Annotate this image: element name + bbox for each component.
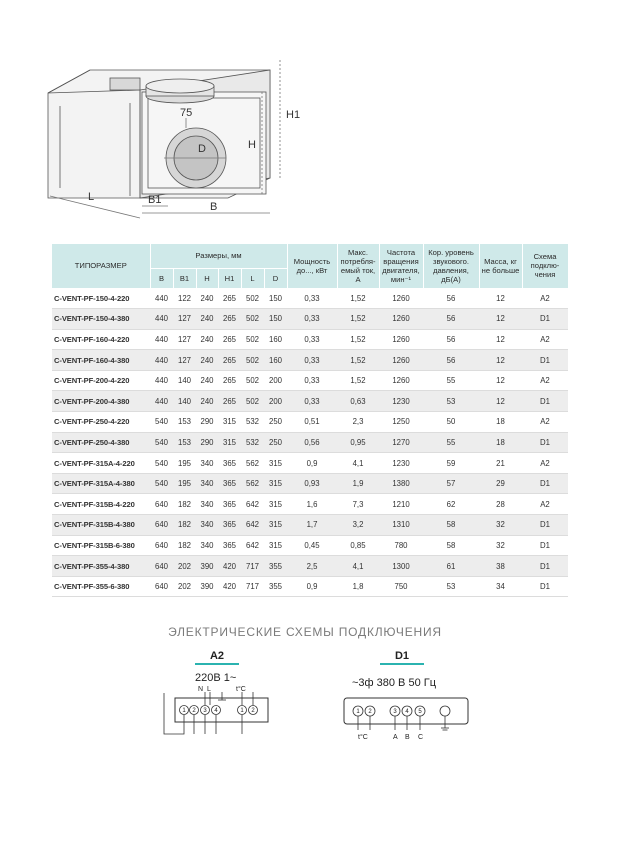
table-cell: D1 [522,576,568,597]
table-cell: 58 [423,515,479,536]
table-cell: 140 [173,370,196,391]
table-cell: 240 [196,370,218,391]
table-cell: 12 [479,329,522,350]
dim-B1: B1 [148,194,162,206]
table-cell: 160 [264,350,287,371]
model-cell: C-VENT-PF-315A-4-220 [52,453,150,474]
table-cell: 265 [218,370,241,391]
table-cell: 640 [150,576,173,597]
table-cell: 0,33 [287,329,337,350]
table-cell: 250 [264,432,287,453]
table-cell: 340 [196,453,218,474]
table-cell: 57 [423,473,479,494]
table-cell: 640 [150,556,173,577]
table-cell: 2,3 [337,412,379,433]
table-cell: 1,52 [337,329,379,350]
table-cell: 32 [479,535,522,556]
scheme-a2-diagram [160,668,275,740]
table-cell: 240 [196,391,218,412]
table-cell: 0,95 [337,432,379,453]
table-cell: 29 [479,473,522,494]
table-cell: 202 [173,556,196,577]
table-cell: 420 [218,576,241,597]
table-cell: 440 [150,370,173,391]
a2-terminal-3: 3 [203,708,207,714]
table-cell: 202 [173,576,196,597]
table-cell: 0,93 [287,473,337,494]
table-cell: D1 [522,309,568,330]
table-cell: 532 [241,432,264,453]
model-cell: C-VENT-PF-315B-4-220 [52,494,150,515]
table-cell: 365 [218,515,241,536]
table-row [52,432,568,453]
table-cell: D1 [522,535,568,556]
table-row [52,288,568,309]
model-cell: C-VENT-PF-315A-4-380 [52,473,150,494]
table-cell: 56 [423,288,479,309]
table-cell: 182 [173,535,196,556]
table-cell: D1 [522,515,568,536]
table-cell: 55 [423,432,479,453]
d1-terminal-3: 3 [393,709,397,715]
a2-tag-temp: t°C [236,686,246,693]
table-cell: 315 [264,535,287,556]
table-cell: D1 [522,556,568,577]
table-cell: 750 [379,576,423,597]
table-cell: 32 [479,515,522,536]
table-row [52,473,568,494]
table-cell: 502 [241,350,264,371]
table-cell: 53 [423,576,479,597]
table-cell: 195 [173,453,196,474]
table-cell: 127 [173,309,196,330]
table-cell: 182 [173,515,196,536]
model-cell: C-VENT-PF-315B-6-380 [52,535,150,556]
table-cell: A2 [522,370,568,391]
table-cell: 440 [150,391,173,412]
table-cell: 12 [479,309,522,330]
table-cell: 140 [173,391,196,412]
table-cell: 195 [173,473,196,494]
table-cell: 50 [423,412,479,433]
table-cell: 127 [173,350,196,371]
d1-terminal-4: 4 [405,709,409,715]
table-cell: 265 [218,391,241,412]
table-cell: 250 [264,412,287,433]
d1-tag-a: A [393,734,398,741]
table-cell: A2 [522,494,568,515]
header-size-h: H [196,268,218,288]
table-cell: 0,33 [287,350,337,371]
table-cell: 122 [173,288,196,309]
table-cell: 1,52 [337,309,379,330]
table-row [52,556,568,577]
dim-75: 75 [180,107,193,119]
table-cell: 38 [479,556,522,577]
table-cell: 365 [218,494,241,515]
table-cell: 502 [241,288,264,309]
table-cell: 365 [218,535,241,556]
header-mass: Масса, кг не больше [479,244,522,288]
table-cell: 640 [150,494,173,515]
table-cell: 153 [173,432,196,453]
table-cell: A2 [522,329,568,350]
dim-H: H [248,139,256,151]
d1-terminal-5: 5 [418,709,422,715]
table-cell: 12 [479,350,522,371]
table-cell: 340 [196,515,218,536]
table-cell: 717 [241,556,264,577]
table-cell: 1300 [379,556,423,577]
table-cell: 59 [423,453,479,474]
model-cell: C-VENT-PF-160-4-220 [52,329,150,350]
header-sizes: Размеры, мм [150,244,287,268]
spec-table [52,244,569,597]
table-cell: 200 [264,370,287,391]
fan-dimension-drawing [30,48,320,233]
table-cell: 540 [150,412,173,433]
table-cell: 240 [196,309,218,330]
header-size-d: D [264,268,287,288]
table-cell: 28 [479,494,522,515]
a2-terminal-4: 4 [214,708,218,714]
table-cell: 290 [196,412,218,433]
table-cell: 1230 [379,453,423,474]
model-cell: C-VENT-PF-200-4-220 [52,370,150,391]
table-cell: 355 [264,556,287,577]
table-cell: 440 [150,350,173,371]
table-cell: 440 [150,329,173,350]
table-row [52,453,568,474]
table-cell: 4,1 [337,453,379,474]
table-cell: 1310 [379,515,423,536]
dim-L: L [88,191,95,203]
table-cell: 56 [423,350,479,371]
table-cell: 55 [423,370,479,391]
table-cell: 4,1 [337,556,379,577]
table-cell: 315 [264,453,287,474]
table-cell: 265 [218,309,241,330]
table-cell: 1260 [379,350,423,371]
table-cell: 0,33 [287,288,337,309]
model-cell: C-VENT-PF-160-4-380 [52,350,150,371]
table-cell: 390 [196,576,218,597]
a2-tag-n: N [198,686,204,693]
table-cell: 61 [423,556,479,577]
schemes-title: ЭЛЕКТРИЧЕСКИЕ СХЕМЫ ПОДКЛЮЧЕНИЯ [168,625,442,639]
model-cell: C-VENT-PF-150-4-220 [52,288,150,309]
table-cell: 390 [196,556,218,577]
table-cell: 12 [479,391,522,412]
table-cell: 182 [173,494,196,515]
table-cell: 0,33 [287,370,337,391]
table-cell: 717 [241,576,264,597]
table-cell: 1260 [379,329,423,350]
table-cell: 562 [241,473,264,494]
table-cell: 1,6 [287,494,337,515]
header-rpm: Частота вращения двигателя, мин⁻¹ [379,244,423,288]
table-cell: 34 [479,576,522,597]
table-row [52,576,568,597]
table-row [52,494,568,515]
table-row [52,309,568,330]
table-cell: 1230 [379,391,423,412]
table-cell: 0,51 [287,412,337,433]
table-cell: D1 [522,473,568,494]
table-cell: 240 [196,329,218,350]
table-cell: 315 [264,494,287,515]
table-row [52,370,568,391]
table-cell: D1 [522,391,568,412]
table-cell: 265 [218,329,241,350]
table-cell: 355 [264,576,287,597]
table-cell: 153 [173,412,196,433]
table-cell: 1,9 [337,473,379,494]
table-cell: 1380 [379,473,423,494]
table-cell: 780 [379,535,423,556]
table-cell: 1,52 [337,288,379,309]
table-cell: 315 [218,432,241,453]
table-cell: A2 [522,453,568,474]
table-cell: 502 [241,391,264,412]
header-scheme: Схема подклю-чения [522,244,568,288]
table-cell: 1210 [379,494,423,515]
table-cell: 640 [150,535,173,556]
table-cell: 150 [264,309,287,330]
scheme-a2-label: A2 [187,650,247,662]
table-cell: 1,52 [337,350,379,371]
table-cell: 127 [173,329,196,350]
d1-terminal-2: 2 [368,709,372,715]
table-cell: 0,9 [287,576,337,597]
table-cell: 0,56 [287,432,337,453]
table-cell: 1,52 [337,370,379,391]
table-cell: 1260 [379,309,423,330]
table-cell: 240 [196,350,218,371]
d1-terminal-1: 1 [356,709,360,715]
table-cell: 420 [218,556,241,577]
table-row [52,535,568,556]
table-cell: 340 [196,494,218,515]
table-cell: 0,33 [287,391,337,412]
table-cell: 340 [196,473,218,494]
header-noise: Кор. уровень звукового. давления, дБ(А) [423,244,479,288]
spec-table-body [52,288,568,597]
header-size-h1: H1 [218,268,241,288]
a2-tag-l: L [207,686,211,693]
table-cell: 265 [218,288,241,309]
a2-terminal-t2: 2 [251,708,255,714]
a2-terminal-1: 1 [182,708,186,714]
table-cell: 290 [196,432,218,453]
table-cell: 562 [241,453,264,474]
table-cell: 18 [479,412,522,433]
table-cell: 502 [241,329,264,350]
table-cell: 1270 [379,432,423,453]
table-cell: 640 [150,515,173,536]
table-cell: A2 [522,288,568,309]
header-model: ТИПОРАЗМЕР [52,244,150,288]
table-cell: 1250 [379,412,423,433]
model-cell: C-VENT-PF-250-4-220 [52,412,150,433]
table-cell: 200 [264,391,287,412]
table-cell: 53 [423,391,479,412]
header-size-b1: B1 [173,268,196,288]
dim-B: B [210,201,218,213]
header-size-b: B [150,268,173,288]
d1-tag-temp: t°C [358,734,368,741]
table-cell: 7,3 [337,494,379,515]
d1-tag-c: C [418,734,424,741]
table-cell: 62 [423,494,479,515]
scheme-d1-diagram [330,668,480,743]
table-row [52,350,568,371]
model-cell: C-VENT-PF-355-6-380 [52,576,150,597]
table-cell: 240 [196,288,218,309]
table-cell: 540 [150,473,173,494]
table-cell: 1,8 [337,576,379,597]
table-cell: 365 [218,453,241,474]
table-cell: 540 [150,432,173,453]
table-cell: 265 [218,350,241,371]
table-cell: 315 [218,412,241,433]
table-cell: 150 [264,288,287,309]
header-current: Макс. потребля-емый ток, А [337,244,379,288]
table-cell: 315 [264,515,287,536]
table-cell: 2,5 [287,556,337,577]
table-cell: 440 [150,288,173,309]
model-cell: C-VENT-PF-355-4-380 [52,556,150,577]
table-cell: 0,63 [337,391,379,412]
table-cell: 3,2 [337,515,379,536]
model-cell: C-VENT-PF-150-4-380 [52,309,150,330]
a2-terminal-2: 2 [192,708,196,714]
table-cell: 12 [479,370,522,391]
table-cell: 56 [423,329,479,350]
model-cell: C-VENT-PF-315B-4-380 [52,515,150,536]
table-row [52,515,568,536]
table-cell: 160 [264,329,287,350]
header-power: Мощность до..., кВт [287,244,337,288]
table-cell: 440 [150,309,173,330]
dim-D: D [198,143,206,155]
table-cell: 12 [479,288,522,309]
dim-H1: H1 [286,109,301,121]
table-cell: 340 [196,535,218,556]
table-cell: 1260 [379,370,423,391]
model-cell: C-VENT-PF-250-4-380 [52,432,150,453]
table-cell: 365 [218,473,241,494]
table-cell: 58 [423,535,479,556]
table-cell: 642 [241,535,264,556]
table-cell: 502 [241,370,264,391]
table-row [52,412,568,433]
table-cell: 642 [241,494,264,515]
d1-supply: ~3ф 380 В 50 Гц [352,677,436,689]
table-cell: D1 [522,432,568,453]
a2-terminal-t1: 1 [240,708,244,714]
header-size-l: L [241,268,264,288]
table-cell: 315 [264,473,287,494]
table-row [52,329,568,350]
table-cell: 1260 [379,288,423,309]
table-cell: 56 [423,309,479,330]
table-cell: 18 [479,432,522,453]
table-cell: 0,33 [287,309,337,330]
table-cell: 0,85 [337,535,379,556]
d1-tag-b: B [405,734,410,741]
model-cell: C-VENT-PF-200-4-380 [52,391,150,412]
table-cell: 532 [241,412,264,433]
table-cell: 540 [150,453,173,474]
table-cell: 0,9 [287,453,337,474]
table-row [52,391,568,412]
table-cell: 1,7 [287,515,337,536]
a2-supply: 220В 1~ [195,672,237,684]
table-cell: D1 [522,350,568,371]
scheme-d1-label: D1 [372,650,432,662]
table-cell: 642 [241,515,264,536]
table-cell: 0,45 [287,535,337,556]
table-cell: 502 [241,309,264,330]
table-cell: 21 [479,453,522,474]
table-cell: A2 [522,412,568,433]
